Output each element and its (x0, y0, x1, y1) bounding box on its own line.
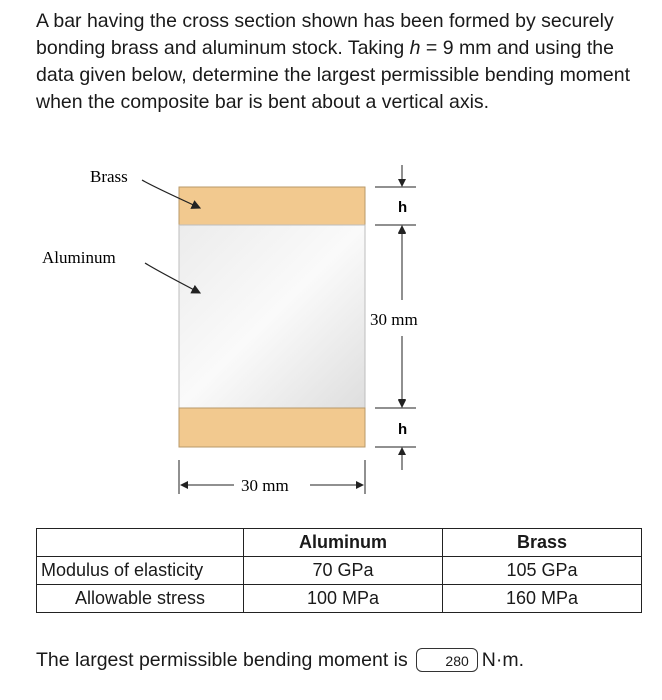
problem-text-2: = 9 mm and using the data given below, determine the largest permissible bending moment when the composite bar is bent about a vertical axis. (36, 37, 631, 113)
width-dim-label: 30 mm (241, 476, 289, 495)
brass-top-layer (179, 187, 365, 225)
aluminum-value: 100 MPa (244, 585, 443, 613)
height-dim-label: 30 mm (370, 310, 418, 329)
table-header-aluminum: Aluminum (244, 529, 443, 557)
table-header-brass: Brass (443, 529, 642, 557)
brass-label: Brass (90, 167, 128, 186)
answer-unit: N·m. (481, 649, 525, 671)
problem-statement (36, 8, 651, 116)
brass-value: 160 MPa (443, 585, 642, 613)
h-top-label: h (398, 199, 408, 216)
brass-value: 105 GPa (443, 557, 642, 585)
row-label: Modulus of elasticity (37, 557, 244, 585)
cross-section-figure (0, 160, 662, 520)
table-row (37, 585, 642, 613)
material-properties-table (36, 528, 642, 613)
h-variable: h (409, 37, 421, 59)
row-label: Allowable stress (37, 585, 244, 613)
problem-text-1: A bar having the cross section shown has been formed by securely bonding brass and aluminum stock. Taking (36, 10, 614, 59)
aluminum-value: 70 GPa (244, 557, 443, 585)
table-header-row (37, 529, 642, 557)
aluminum-core (179, 225, 365, 408)
answer-line (36, 646, 524, 674)
h-bottom-label: h (398, 421, 408, 438)
aluminum-label: Aluminum (42, 248, 116, 267)
table-header-blank (37, 529, 244, 557)
answer-input[interactable]: 280 (416, 648, 478, 672)
answer-prefix: The largest permissible bending moment is (36, 649, 408, 671)
brass-bottom-layer (179, 408, 365, 447)
table-row (37, 557, 642, 585)
